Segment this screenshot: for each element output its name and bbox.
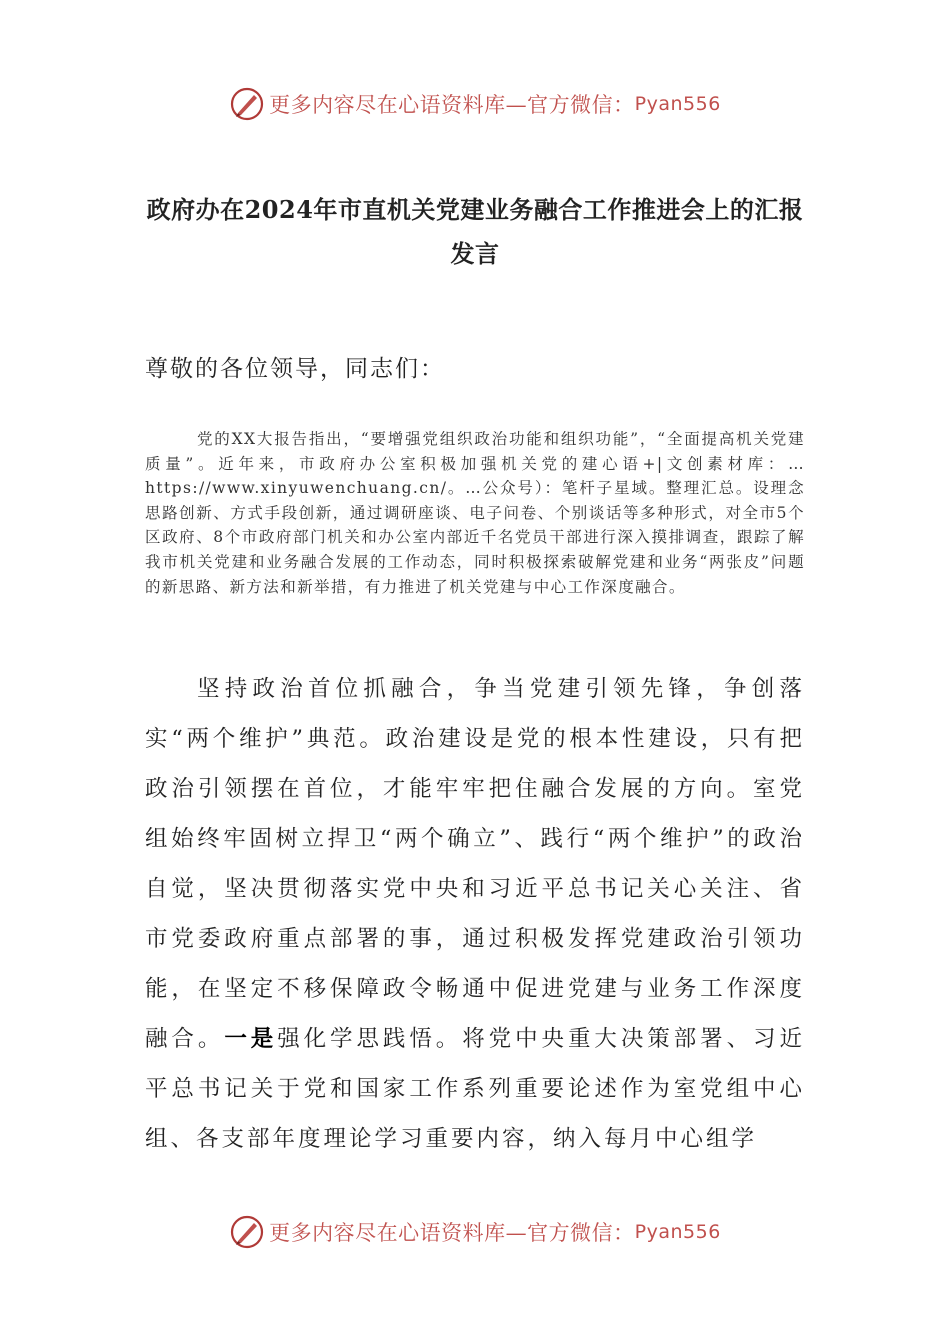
banner-text: 更多内容尽在心语资料库—官方微信：: [269, 1221, 635, 1245]
greeting: 尊敬的各位领导，同志们：: [145, 356, 445, 382]
banner-wechat-id: Pyan556: [634, 93, 721, 115]
main-paragraph-text-end: 强化学思践悟。将党中央重大决策部署、习近平总书记关于党和国家工作系列重要论述作为室党组中心组、各支部年度理论学习重要内容，纳入每月中心组学: [145, 1026, 805, 1152]
pen-logo-icon: [229, 1214, 265, 1250]
main-paragraph: [145, 664, 805, 1164]
main-paragraph-text-start: 坚持政治首位抓融合，争当党建引领先锋，争创落实“两个维护”典范。政治建设是党的根本性建设，只有把政治引领摆在首位，才能牢牢把住融合发展的方向。室党组始终牢固树立捍卫“两个确立”、践行“两个维护”的政治自觉，坚决贯彻落实党中央和习近平总书记关心关注、省市党委政府重点部署的事，通过积极发挥党建政治引领功能，在坚定不移保障政令畅通中促进党建与业务工作深度融合。: [145, 676, 805, 1052]
intro-paragraph: 党的XX大报告指出，“要增强党组织政治功能和组织功能”，“全面提高机关党建质量”。近年来，市政府办公室积极加强机关党的建心语+|文创素材库：…https://www.xinyuwenchuang.cn/。…公众号）：笔杆子星域。整理汇总。设理念思路创新、方式手段创新，通过调研座谈、电子问卷、个别谈话等多种形式，对全市5个区政府、8个市政府部门机关和办公室内部近千名党员干部进行深入摸排调查，跟踪了解我市机关党建和业务融合发展的工作动态，同时积极探索破解党建和业务“两张皮”问题的新思路、新方法和新举措，有力推进了机关党建与中心工作深度融合。: [145, 430, 805, 596]
pen-logo-icon: [229, 86, 265, 122]
banner-text: 更多内容尽在心语资料库—官方微信：: [269, 93, 635, 117]
banner-wechat-id: Pyan556: [634, 1221, 721, 1243]
document-title: 政府办在2024年市直机关党建业务融合工作推进会上的汇报发言: [146, 195, 804, 268]
main-paragraph-bold-marker: 一是: [224, 1026, 278, 1052]
watermark-banner-top: [0, 86, 950, 122]
watermark-banner-bottom: [0, 1214, 950, 1250]
